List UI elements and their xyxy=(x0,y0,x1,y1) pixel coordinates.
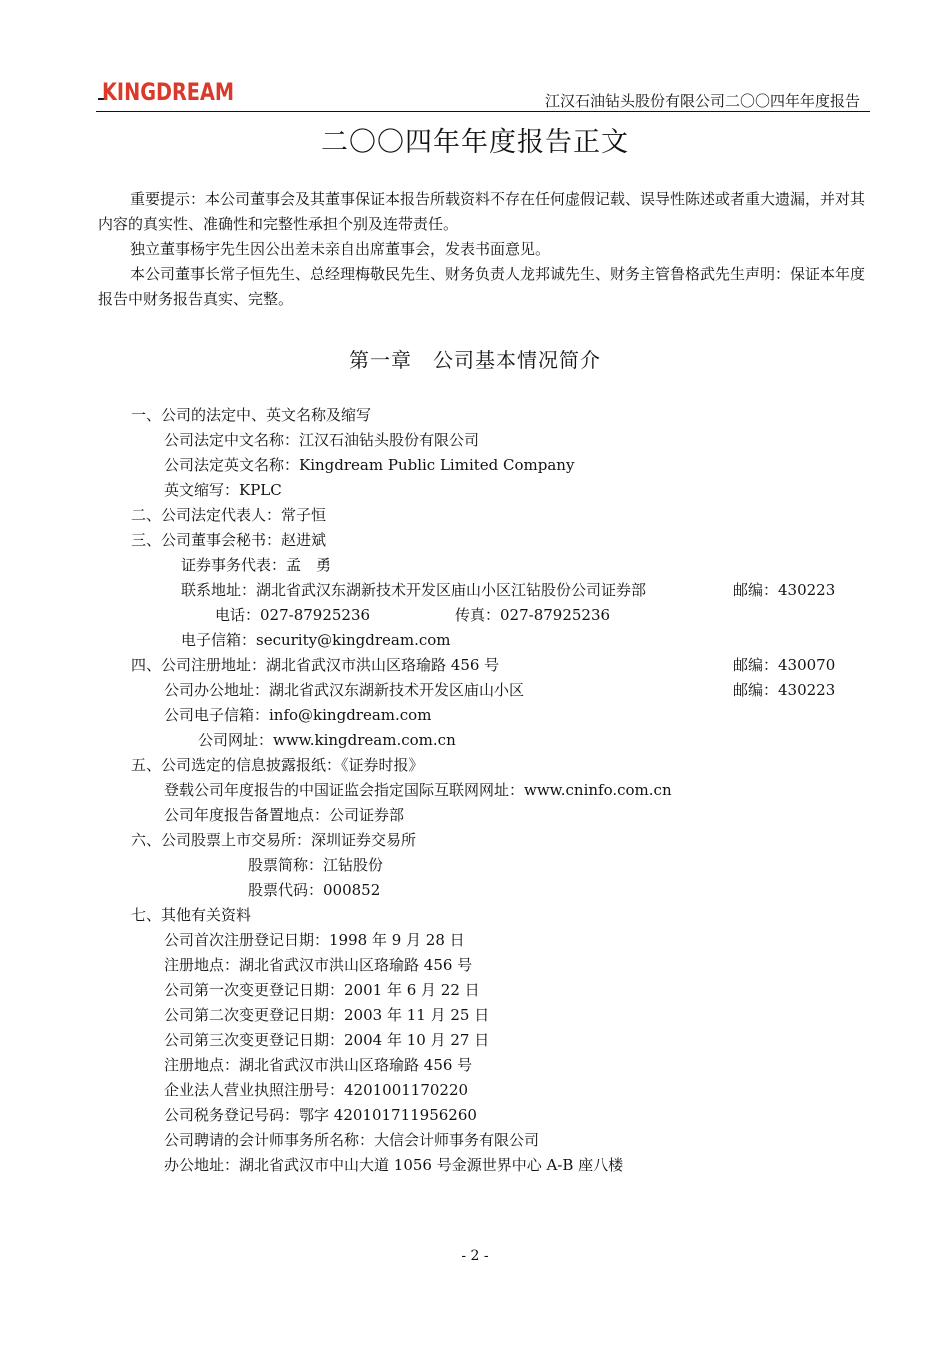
stock-abbreviation: 股票简称：江钻股份 xyxy=(248,856,384,874)
section-2-legal-rep: 二、公司法定代表人：常子恒 xyxy=(131,506,327,524)
securities-rep: 证券事务代表：孟 勇 xyxy=(181,556,332,574)
section-1-heading: 一、公司的法定中、英文名称及缩写 xyxy=(131,406,372,424)
notice-paragraph-1: 重要提示：本公司董事会及其董事保证本报告所载资料不存在任何虚假记载、误导性陈述或者重大遗漏，并对其内容的真实性、准确性和完整性承担个别及连带责任。 xyxy=(98,190,866,233)
contact-zip: 邮编：430223 xyxy=(733,581,836,599)
office-address: 公司办公地址：湖北省武汉东湖新技术开发区庙山小区 xyxy=(164,681,525,699)
auditor-name: 公司聘请的会计师事务所名称：大信会计师事务有限公司 xyxy=(164,1131,540,1149)
registration-place-1: 注册地点：湖北省武汉市洪山区珞瑜路 456 号 xyxy=(164,956,473,974)
registration-place-2: 注册地点：湖北省武汉市洪山区珞瑜路 456 号 xyxy=(164,1056,473,1074)
notice-paragraph-3: 本公司董事长常子恒先生、总经理梅敬民先生、财务负责人龙邦诚先生、财务主管鲁格武先生声明：保证本年度报告中财务报告真实、完整。 xyxy=(98,265,866,308)
company-website: 公司网址：www.kingdream.com.cn xyxy=(198,731,456,749)
cn-name: 公司法定中文名称：江汉石油钻头股份有限公司 xyxy=(164,431,480,449)
header-divider xyxy=(96,111,870,112)
secretary-email: 电子信箱：security@kingdream.com xyxy=(181,631,451,649)
office-zip: 邮编：430223 xyxy=(733,681,836,699)
company-email: 公司电子信箱：info@kingdream.com xyxy=(164,706,432,724)
phone: 电话：027-87925236 xyxy=(215,606,371,624)
reg-zip: 邮编：430070 xyxy=(733,656,836,674)
document-title: 二〇〇四年年度报告正文 xyxy=(321,127,629,158)
third-change-date: 公司第三次变更登记日期：2004 年 10 月 27 日 xyxy=(164,1031,490,1049)
section-4-reg-address: 四、公司注册地址：湖北省武汉市洪山区珞瑜路 456 号 xyxy=(131,656,500,674)
section-5-newspaper: 五、公司选定的信息披露报纸：《证券时报》 xyxy=(131,756,424,774)
en-name: 公司法定英文名称：Kingdream Public Limited Company xyxy=(164,456,575,474)
business-license-number: 企业法人营业执照注册号：4201001170220 xyxy=(164,1081,469,1099)
kingdream-logo xyxy=(98,68,238,108)
second-change-date: 公司第二次变更登记日期：2003 年 11 月 25 日 xyxy=(164,1006,490,1024)
page-number: - 2 - xyxy=(461,1248,489,1264)
first-registration-date: 公司首次注册登记日期：1998 年 9 月 28 日 xyxy=(164,931,465,949)
fax: 传真：027-87925236 xyxy=(455,606,611,624)
stock-code: 股票代码：000852 xyxy=(248,881,381,899)
section-6-exchange: 六、公司股票上市交易所：深圳证券交易所 xyxy=(131,831,417,849)
logo-text: KINGDREAM xyxy=(102,78,234,106)
header-report-title: 江汉石油钻头股份有限公司二〇〇四年年度报告 xyxy=(544,92,860,110)
abbreviation: 英文缩写：KPLC xyxy=(164,481,282,499)
section-7-other: 七、其他有关资料 xyxy=(131,906,252,924)
contact-address: 联系地址：湖北省武汉东湖新技术开发区庙山小区江钻股份公司证券部 xyxy=(181,581,647,599)
section-3-secretary: 三、公司董事会秘书：赵进斌 xyxy=(131,531,327,549)
first-change-date: 公司第一次变更登记日期：2001 年 6 月 22 日 xyxy=(164,981,480,999)
notice-paragraph-2: 独立董事杨宇先生因公出差未亲自出席董事会，发表书面意见。 xyxy=(130,240,551,258)
report-location: 公司年度报告备置地点：公司证券部 xyxy=(164,806,405,824)
csrc-website: 登载公司年度报告的中国证监会指定国际互联网网址：www.cninfo.com.cn xyxy=(164,781,672,799)
auditor-address: 办公地址：湖北省武汉市中山大道 1056 号金源世界中心 A-B 座八楼 xyxy=(164,1156,624,1174)
chapter-title: 第一章 公司基本情况简介 xyxy=(349,348,601,372)
tax-registration-number: 公司税务登记号码：鄂字 420101711956260 xyxy=(164,1106,477,1124)
